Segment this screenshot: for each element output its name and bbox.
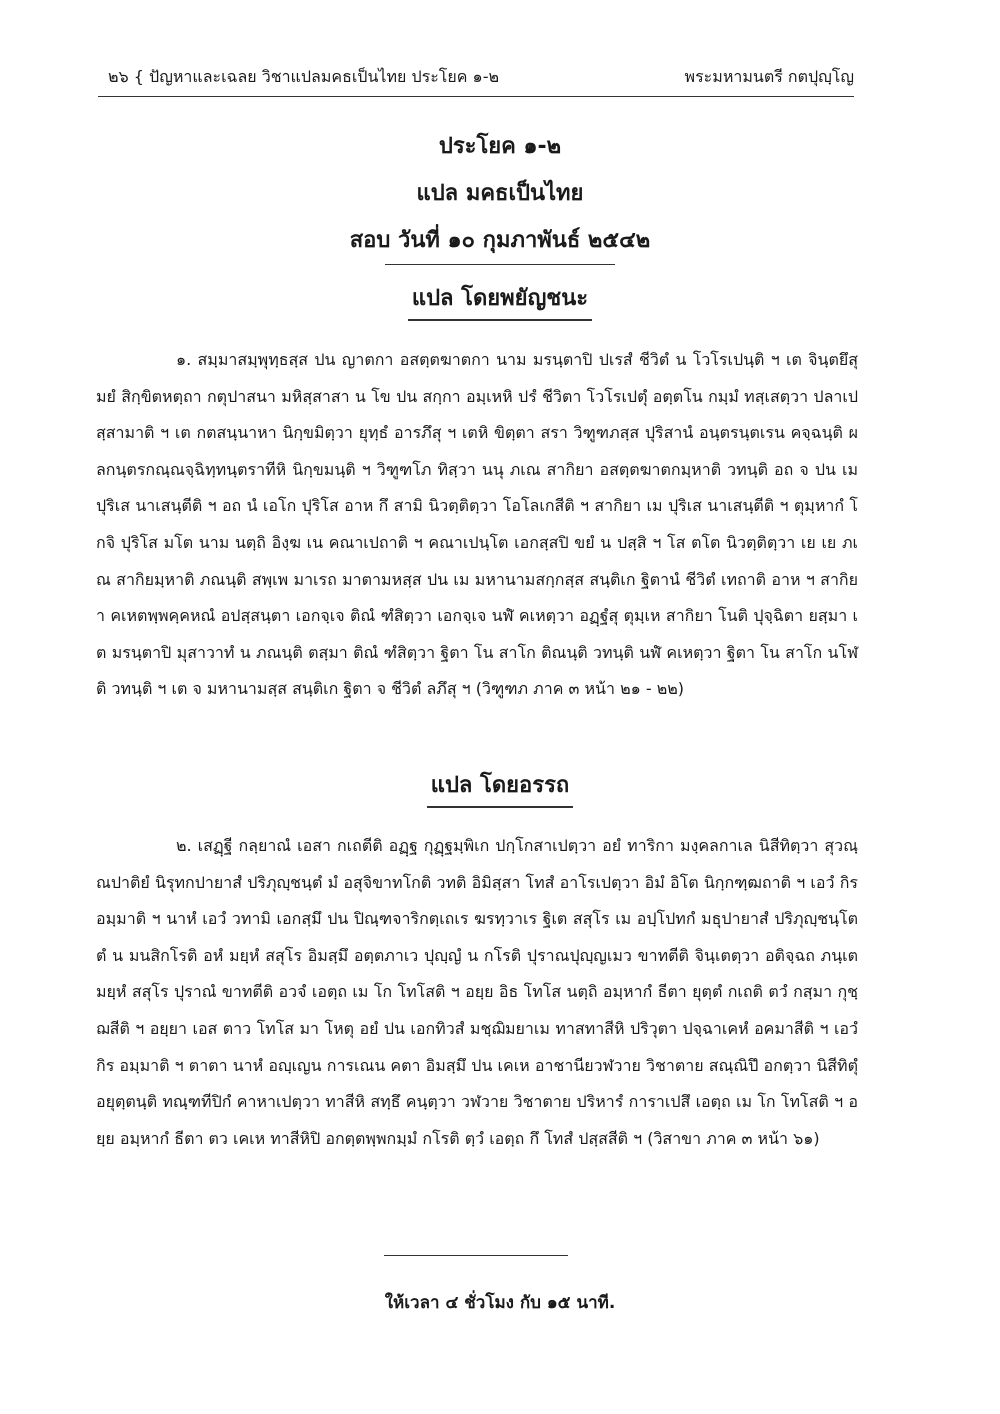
section-heading-literal bbox=[0, 282, 1000, 321]
header-left-text: ๒๖ { ปัญหาและเฉลย วิชาแปลมคธเป็นไทย ประโยค ๑-๒ bbox=[108, 67, 500, 86]
exam-level: ประโยค ๑-๒ bbox=[438, 134, 562, 159]
time-allowed-note: ให้เวลา ๔ ชั่วโมง กับ ๑๕ นาที. bbox=[384, 1293, 616, 1313]
section-heading-meaning-text: แปล โดยอรรถ bbox=[427, 769, 573, 808]
section-heading-meaning bbox=[0, 769, 1000, 808]
running-header bbox=[98, 62, 854, 97]
exam-date: สอบ วันที่ ๑๐ กุมภาพันธ์ ๒๕๔๒ bbox=[349, 228, 651, 253]
footer-divider bbox=[384, 1255, 568, 1256]
exam-title-block bbox=[0, 123, 1000, 265]
passage-literal: ๑. สมฺมาสมฺพุทฺธสฺส ปน ญาตกา อสตฺตฆาตกา นาม มรนฺตาปิ ปเรสํ ชีวิตํ น โวโรเปนฺติ ฯ เต จินฺตยึสุ มยํ สิกฺขิตหตฺถา กตุปาสนา มหิสฺสาสา น โข ปน สกฺกา อมฺเหหิ ปรํ ชีวิตา โวโรเปตุํ อตฺตโน กมฺมํ ทสฺเสตฺวา ปลาเปสฺสามาติ ฯ เต กตสนฺนาหา นิกฺขมิตฺวา ยุทฺธํ อารภึสุ ฯ เตหิ ขิตฺตา สรา วิฑูฑภสฺส ปุริสานํ อนฺตรนฺตเรน คจฺฉนฺติ ผลกนฺตรกณฺณจฺฉิทฺทนฺตราทีหิ นิกฺขมนฺติ ฯ วิฑูฑโภ ทิสฺวา นนุ ภเณ สากิยา อสตฺตฆาตกมฺหาติ วทนฺติ อถ จ ปน เม ปุริเส นาเสนฺตีติ ฯ อถ นํ เอโก ปุริโส อาห กึ สามิ นิวตฺติตฺวา โอโลเกสีติ ฯ สากิยา เม ปุริเส นาเสนฺตีติ ฯ ตุมฺหากํ โกจิ ปุริโส มโต นาม นตฺถิ อิงฺฆ เน คณาเปถาติ ฯ คณาเปนฺโต เอกสฺสปิ ขยํ น ปสฺสิ ฯ โส ตโต นิวตฺติตฺวา เย เย ภเณ สากิยมฺหาติ ภณนฺติ สพฺเพ มาเรถ มาตามหสฺส ปน เม มหานามสกฺกสฺส สนฺติเก ฐิตานํ ชีวิตํ เทถาติ อาห ฯ สากิยา คเหตพฺพคฺคหณํ อปสฺสนฺตา เอกจฺเจ ติณํ ฑํสิตฺวา เอกจฺเจ นฬํ คเหตฺวา อฏฺฐํสุ ตุมฺเห สากิยา โนติ ปุจฺฉิตา ยสฺมา เต มรนฺตาปิ มุสาวาทํ น ภณนฺติ ตสฺมา ติณํ ฑํสิตฺวา ฐิตา โน สาโก ติณนฺติ วทนฺติ นฬํ คเหตฺวา ฐิตา โน สาโก นโฬติ วทนฺติ ฯ เต จ มหานามสฺส สนฺติเก ฐิตา จ ชีวิตํ ลภึสุ ฯ (วิฑูฑภ ภาค ๓ หน้า ๒๑ - ๒๒) bbox=[96, 350, 859, 699]
exam-subject: แปล มคธเป็นไทย bbox=[416, 181, 584, 206]
title-divider bbox=[385, 264, 615, 265]
section-heading-literal-text: แปล โดยพยัญชนะ bbox=[408, 282, 592, 321]
passage-meaning: ๒. เสฏฺฐี กลฺยาณํ เอสา กเถตีติ อฏฺฐ กุฏฺฐมฺพิเก ปกฺโกสาเปตฺวา อยํ ทาริกา มงฺคลกาเล นิสีทิตฺวา สุวณฺณปาติยํ นิรุทกปายาสํ ปริภุญฺชนฺตํ มํ อสุจิขาทโกติ วทติ อิมิสฺสา โทสํ อาโรเปตฺวา อิมํ อิโต นิกฺกฑฺฒถาติ ฯ เอวํ กิร อมฺมาติ ฯ นาหํ เอวํ วทามิ เอกสฺมึ ปน ปิณฺฑจาริกตฺเถเร ฆรทฺวาเร ฐิเต สสุโร เม อปฺโปทกํ มธุปายาสํ ปริภุญฺชนฺโต ตํ น มนสิกโรติ อหํ มยฺหํ สสุโร อิมสฺมึ อตฺตภาเว ปุญฺญํ น กโรติ ปุราณปุญฺญเมว ขาทตีติ จินฺเตตฺวา อติจฺฉถ ภนฺเต มยฺหํ สสุโร ปุราณํ ขาทตีติ อวจํ เอตฺถ เม โก โทโสติ ฯ อยฺย อิธ โทโส นตฺถิ อมฺหากํ ธีตา ยุตฺตํ กเถติ ตวํ กสฺมา กุชฺฌสีติ ฯ อยฺยา เอส ตาว โทโส มา โหตุ อยํ ปน เอกทิวสํ มชฺฌิมยาเม ทาสทาสีหิ ปริวุตา ปจฺฉาเคหํ อคมาสีติ ฯ เอวํ กิร อมฺมาติ ฯ ตาตา นาหํ อญฺเญน การเณน คตา อิมสฺมึ ปน เคเห อาชานียวฬวาย วิชาตาย สณฺณิปึ อกตฺวา นิสีทิตุํ อยุตฺตนฺติ ทณฺฑทีปิกํ คาหาเปตฺวา ทาสีหิ สทฺธึ คนฺตฺวา วฬวาย วิชาตาย ปริหารํ การาเปสึ เอตฺถ เม โก โทโสติ ฯ อยฺย อมฺหากํ ธีตา ตว เคเห ทาสีหิปิ อกตฺตพฺพกมฺมํ กโรติ ตฺวํ เอตฺถ กึ โทสํ ปสฺสสีติ ฯ (วิสาขา ภาค ๓ หน้า ๖๑) bbox=[96, 836, 859, 1148]
header-author: พระมหามนตรี กตปุญฺโญ bbox=[684, 67, 854, 86]
